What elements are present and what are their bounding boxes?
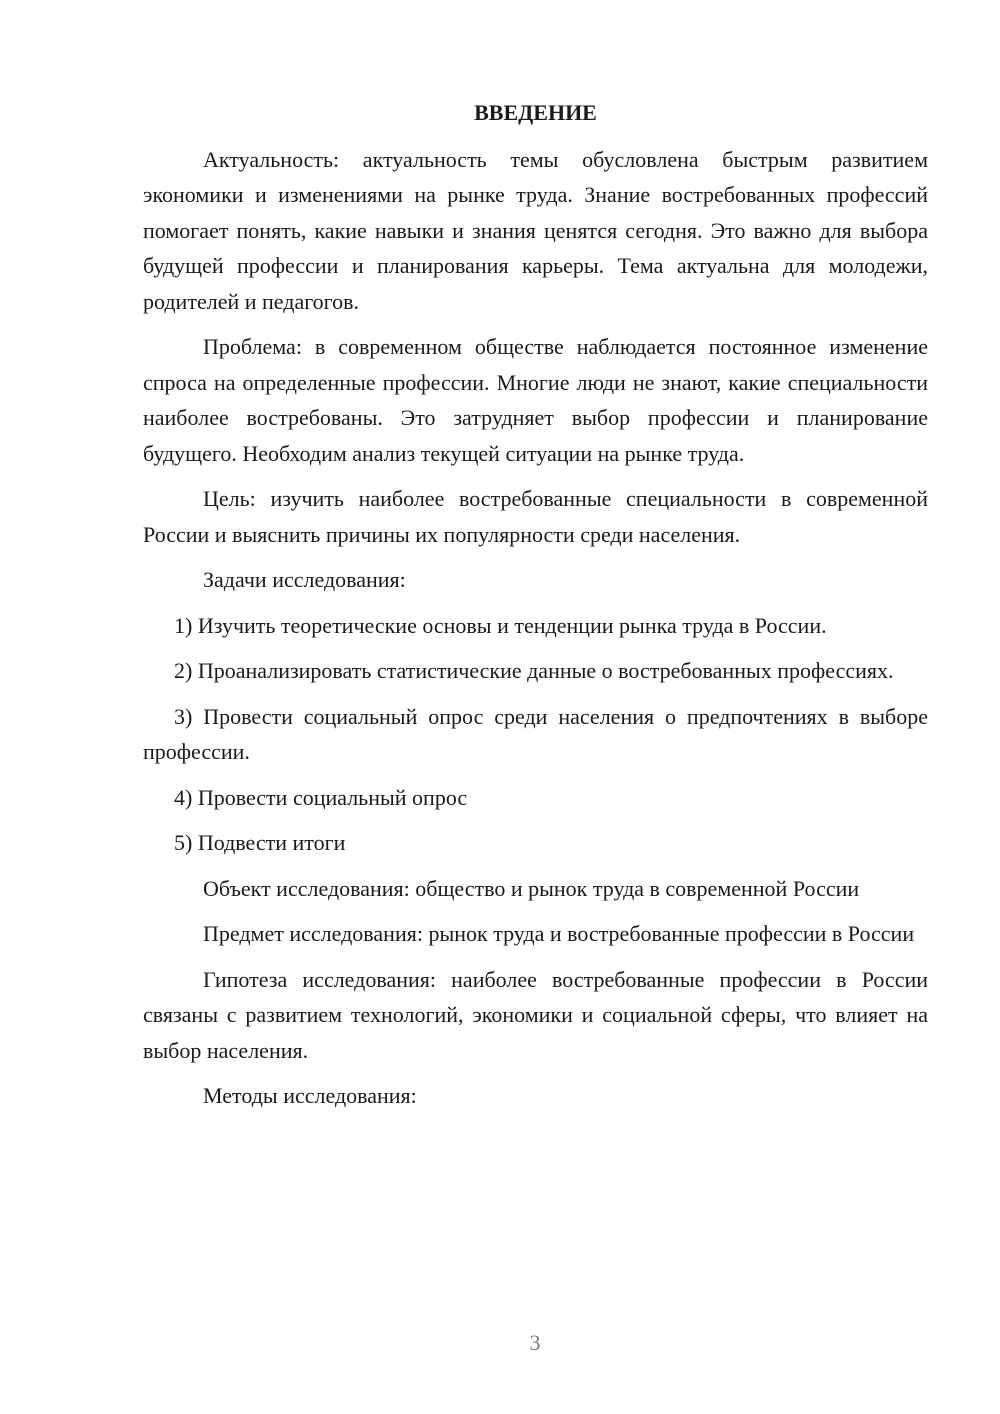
- task-item-5: 5) Подвести итоги: [174, 830, 346, 855]
- page-title: ВВЕДЕНИЕ: [474, 100, 597, 125]
- task-item-3: 3) Провести социальный опрос среди населения о предпочтениях в выборе профессии.: [143, 703, 928, 764]
- paragraph-relevance: Актуальность: актуальность темы обусловлена быстрым развитием экономики и изменениями на рынке труда. Знание востребованных профессий помогает понять, какие навыки и знания ценятся сегодня. Это важно для выбора будущей профессии и планирования карьеры. Тема актуальна для молодежи, родителей и педагогов.: [143, 146, 928, 314]
- paragraph-methods: Методы исследования:: [203, 1083, 417, 1108]
- paragraph-goal: Цель: изучить наиболее востребованные специальности в современной России и выяснить причины их популярности среди населения.: [143, 486, 928, 547]
- page-content: [143, 95, 928, 1124]
- paragraph-problem: Проблема: в современном обществе наблюдается постоянное изменение спроса на определенные профессии. Многие люди не знают, какие специальности наиболее востребованы. Это затрудняет выбор профессии и планирование будущего. Необходим анализ текущей ситуации на рынке труда.: [143, 334, 928, 466]
- paragraph-object: Объект исследования: общество и рынок труда в современной России: [203, 875, 860, 901]
- task-item-1: 1) Изучить теоретические основы и тенденции рынка труда в России.: [174, 612, 827, 638]
- page-number: 3: [529, 1330, 541, 1355]
- task-item-4: 4) Провести социальный опрос: [174, 784, 468, 810]
- paragraph-tasks-heading: Задачи исследования:: [203, 567, 406, 592]
- task-item-2: 2) Проанализировать статистические данные о востребованных профессиях.: [174, 658, 894, 683]
- paragraph-subject: Предмет исследования: рынок труда и востребованные профессии в России: [203, 921, 915, 946]
- paragraph-hypothesis: Гипотеза исследования: наиболее востребованные профессии в России связаны с развитием технологий, экономики и социальной сферы, что влияет на выбор населения.: [143, 966, 928, 1063]
